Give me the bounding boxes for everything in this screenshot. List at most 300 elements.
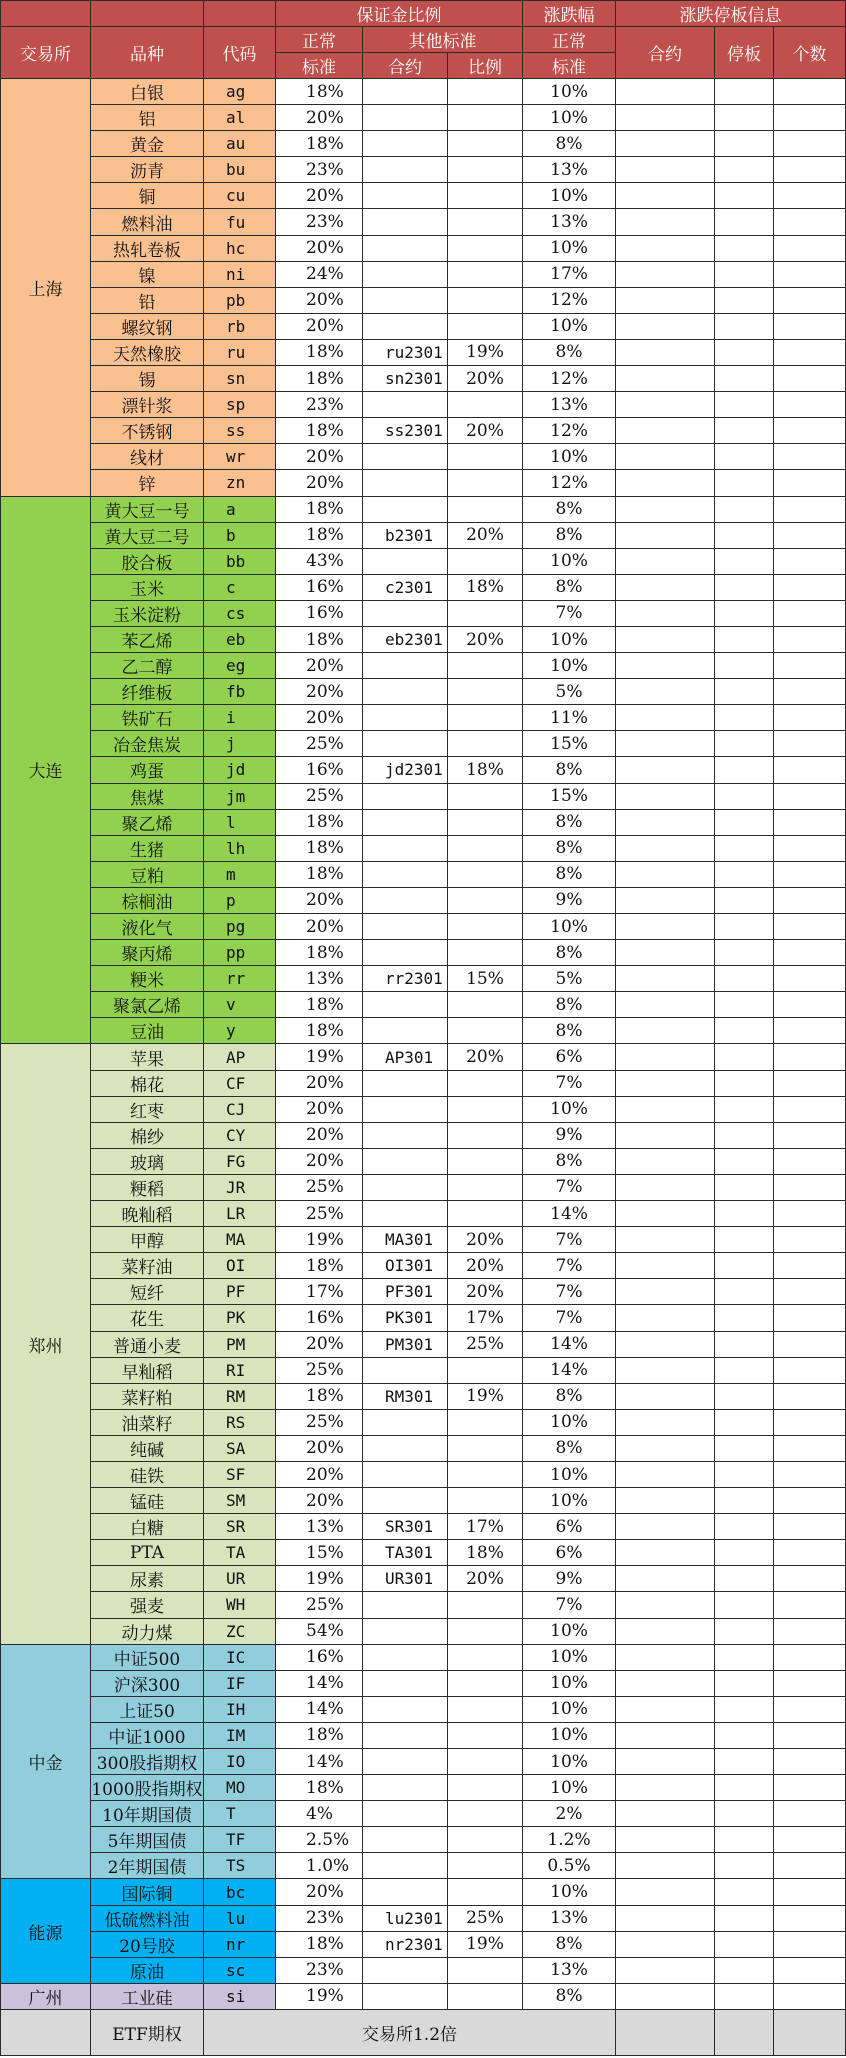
stop-board-cell [715,1174,774,1200]
exchange-cell: 广州 [1,1983,91,2009]
table-row [1,496,846,522]
stop-board-cell [715,339,774,365]
stop-board-cell [715,1383,774,1409]
code-cell: jd [204,757,276,783]
other-ratio-cell [448,79,523,105]
other-ratio-cell [448,1670,523,1696]
other-ratio-cell [448,1148,523,1174]
table-row [1,914,846,940]
table-row [1,809,846,835]
variety-cell: 线材 [91,444,204,470]
code-cell: ss [204,418,276,444]
variety-cell: 菜籽粕 [91,1383,204,1409]
table-row [1,992,846,1018]
limit-standard-cell: 12% [523,418,616,444]
code-cell: IM [204,1722,276,1748]
other-contract-cell: OI301 [363,1253,448,1279]
other-contract-cell [363,1983,448,2009]
stop-board-cell [715,887,774,913]
other-ratio-cell [448,1070,523,1096]
margin-standard-cell: 23% [276,392,363,418]
limit-contract-cell [616,600,715,626]
other-contract-cell: c2301 [363,574,448,600]
margin-standard-cell: 25% [276,1409,363,1435]
limit-standard-cell: 14% [523,1201,616,1227]
margin-standard-cell: 23% [276,1905,363,1931]
limit-contract-cell [616,1018,715,1044]
limit-standard-cell: 9% [523,887,616,913]
header-normal: 正常 [276,27,363,53]
other-contract-cell [363,313,448,339]
margin-standard-cell: 23% [276,1957,363,1983]
other-contract-cell [363,548,448,574]
code-cell: sc [204,1957,276,1983]
table-row [1,339,846,365]
other-contract-cell: TA301 [363,1540,448,1566]
limit-standard-cell: 13% [523,392,616,418]
limit-standard-cell: 10% [523,548,616,574]
other-contract-cell: SR301 [363,1514,448,1540]
table-row [1,1305,846,1331]
count-cell [774,1905,846,1931]
other-ratio-cell: 17% [448,1305,523,1331]
code-cell: SA [204,1435,276,1461]
limit-standard-cell: 15% [523,783,616,809]
table-row [1,287,846,313]
stop-board-cell [715,1148,774,1174]
limit-contract-cell [616,209,715,235]
other-ratio-cell [448,1461,523,1487]
count-cell [774,1435,846,1461]
other-ratio-cell [448,157,523,183]
limit-contract-cell [616,966,715,992]
margin-standard-cell: 18% [276,809,363,835]
other-ratio-cell [448,1775,523,1801]
stop-board-cell [715,1931,774,1957]
other-contract-cell [363,157,448,183]
other-contract-cell [363,183,448,209]
count-cell [774,1540,846,1566]
exchange-cell: 郑州 [1,1044,91,1644]
limit-contract-cell [616,574,715,600]
table-row [1,1566,846,1592]
limit-standard-cell: 7% [523,1227,616,1253]
limit-standard-cell: 8% [523,522,616,548]
table-row [1,757,846,783]
limit-standard-cell: 7% [523,1305,616,1331]
count-cell [774,1461,846,1487]
limit-standard-cell: 8% [523,757,616,783]
variety-cell: 动力煤 [91,1618,204,1644]
other-ratio-cell [448,679,523,705]
other-ratio-cell [448,313,523,339]
count-cell [774,418,846,444]
table-row [1,861,846,887]
header-exchange: 交易所 [1,27,91,79]
limit-contract-cell [616,1801,715,1827]
count-cell [774,1070,846,1096]
count-cell [774,1279,846,1305]
margin-standard-cell: 1.0% [276,1853,363,1879]
other-contract-cell [363,1201,448,1227]
code-cell: jm [204,783,276,809]
limit-contract-cell [616,1148,715,1174]
table-row [1,131,846,157]
count-cell [774,1931,846,1957]
stop-board-cell [715,1435,774,1461]
other-ratio-cell: 18% [448,574,523,600]
other-ratio-cell [448,1722,523,1748]
variety-cell: 豆粕 [91,861,204,887]
other-contract-cell [363,1148,448,1174]
other-ratio-cell: 20% [448,626,523,652]
table-row [1,1983,846,2009]
count-cell [774,940,846,966]
table-row [1,522,846,548]
variety-cell: 白糖 [91,1514,204,1540]
limit-standard-cell: 10% [523,626,616,652]
table-row [1,261,846,287]
limit-standard-cell: 6% [523,1044,616,1070]
other-ratio-cell: 20% [448,1227,523,1253]
variety-cell: 工业硅 [91,1983,204,2009]
other-contract-cell [363,1827,448,1853]
limit-standard-cell: 7% [523,600,616,626]
table-row [1,626,846,652]
code-cell: si [204,1983,276,2009]
variety-cell: 油菜籽 [91,1409,204,1435]
other-contract-cell: rr2301 [363,966,448,992]
count-cell [774,1122,846,1148]
variety-cell: 上证50 [91,1696,204,1722]
limit-standard-cell: 7% [523,1592,616,1618]
margin-standard-cell: 18% [276,366,363,392]
margin-standard-cell: 24% [276,261,363,287]
header-code: 代码 [204,27,276,79]
margin-standard-cell: 18% [276,992,363,1018]
code-cell: RM [204,1383,276,1409]
margin-standard-cell: 20% [276,705,363,731]
margin-standard-cell: 20% [276,914,363,940]
other-contract-cell [363,1853,448,1879]
variety-cell: 铝 [91,105,204,131]
count-cell [774,157,846,183]
stop-board-cell [715,1305,774,1331]
variety-cell: 锌 [91,470,204,496]
stop-board-cell [715,1279,774,1305]
limit-standard-cell: 8% [523,496,616,522]
variety-cell: 不锈钢 [91,418,204,444]
margin-standard-cell: 16% [276,1644,363,1670]
exchange-cell: 上海 [1,79,91,497]
count-cell [774,366,846,392]
margin-standard-cell: 18% [276,835,363,861]
limit-standard-cell: 10% [523,1409,616,1435]
header-contract: 合约 [363,53,448,79]
stop-board-cell [715,1331,774,1357]
table-row [1,1644,846,1670]
count-cell [774,522,846,548]
other-ratio-cell [448,1096,523,1122]
stop-board-cell [715,1618,774,1644]
table-row [1,1618,846,1644]
margin-standard-cell: 20% [276,1331,363,1357]
table-row [1,1670,846,1696]
margin-standard-cell: 20% [276,183,363,209]
margin-standard-cell: 19% [276,1227,363,1253]
table-row [1,1931,846,1957]
other-ratio-cell [448,1879,523,1905]
other-ratio-cell [448,653,523,679]
limit-contract-cell [616,1644,715,1670]
limit-contract-cell [616,1488,715,1514]
stop-board-cell [715,1905,774,1931]
code-cell: v [204,992,276,1018]
variety-cell: 玻璃 [91,1148,204,1174]
other-contract-cell [363,679,448,705]
other-contract-cell: PF301 [363,1279,448,1305]
other-ratio-cell [448,705,523,731]
header-blank [91,1,204,27]
other-contract-cell [363,1461,448,1487]
variety-cell: 国际铜 [91,1879,204,1905]
limit-contract-cell [616,261,715,287]
other-contract-cell [363,1174,448,1200]
variety-cell: 锡 [91,366,204,392]
stop-board-cell [715,914,774,940]
limit-contract-cell [616,496,715,522]
stop-board-cell [715,1096,774,1122]
other-ratio-cell: 19% [448,339,523,365]
limit-standard-cell: 11% [523,705,616,731]
code-cell: eb [204,626,276,652]
count-cell [774,1749,846,1775]
variety-cell: 天然橡胶 [91,339,204,365]
variety-cell: 沥青 [91,157,204,183]
variety-cell: 漂针浆 [91,392,204,418]
code-cell: RS [204,1409,276,1435]
other-contract-cell: nr2301 [363,1931,448,1957]
count-cell [774,1566,846,1592]
limit-standard-cell: 13% [523,209,616,235]
limit-standard-cell: 14% [523,1357,616,1383]
limit-standard-cell: 10% [523,79,616,105]
other-ratio-cell: 20% [448,1253,523,1279]
other-ratio-cell [448,287,523,313]
variety-cell: 玉米淀粉 [91,600,204,626]
count-cell [774,1096,846,1122]
stop-board-cell [715,1879,774,1905]
variety-cell: 晚籼稻 [91,1201,204,1227]
count-cell [774,887,846,913]
other-ratio-cell [448,1827,523,1853]
table-row [1,157,846,183]
limit-standard-cell: 8% [523,1983,616,2009]
limit-contract-cell [616,992,715,1018]
variety-cell: 粳稻 [91,1174,204,1200]
variety-cell: 白银 [91,79,204,105]
other-ratio-cell [448,1618,523,1644]
variety-cell: 短纤 [91,1279,204,1305]
margin-standard-cell: 14% [276,1749,363,1775]
other-contract-cell [363,705,448,731]
header-standard: 标准 [523,53,616,79]
limit-standard-cell: 6% [523,1540,616,1566]
stop-board-cell [715,392,774,418]
other-contract-cell: b2301 [363,522,448,548]
count-cell [774,574,846,600]
table-row [1,835,846,861]
other-ratio-cell: 20% [448,1279,523,1305]
variety-cell: 乙二醇 [91,653,204,679]
code-cell: cs [204,600,276,626]
count-cell [774,183,846,209]
stop-board-cell [715,1201,774,1227]
other-contract-cell [363,1879,448,1905]
stop-board-cell [715,966,774,992]
code-cell: b [204,522,276,548]
limit-contract-cell [616,887,715,913]
code-cell: rr [204,966,276,992]
other-ratio-cell [448,1644,523,1670]
stop-board-cell [715,757,774,783]
other-contract-cell: ru2301 [363,339,448,365]
code-cell: CF [204,1070,276,1096]
limit-contract-cell [616,1435,715,1461]
table-row [1,1775,846,1801]
variety-cell: 黄金 [91,131,204,157]
stop-board-cell [715,496,774,522]
variety-cell: 液化气 [91,914,204,940]
limit-contract-cell [616,1905,715,1931]
code-cell: LR [204,1201,276,1227]
margin-standard-cell: 20% [276,1488,363,1514]
variety-cell: 苹果 [91,1044,204,1070]
count-cell [774,1644,846,1670]
variety-cell: 20号胶 [91,1931,204,1957]
table-row [1,418,846,444]
stop-board-cell [715,1983,774,2009]
code-cell: MO [204,1775,276,1801]
table-row [1,653,846,679]
code-cell: y [204,1018,276,1044]
margin-standard-cell: 14% [276,1670,363,1696]
count-cell [774,339,846,365]
limit-standard-cell: 10% [523,1461,616,1487]
stop-board-cell [715,1853,774,1879]
table-row [1,1122,846,1148]
table-row [1,600,846,626]
other-contract-cell [363,783,448,809]
other-contract-cell [363,1409,448,1435]
variety-cell: 冶金焦炭 [91,731,204,757]
code-cell: nr [204,1931,276,1957]
limit-contract-cell [616,392,715,418]
margin-standard-cell: 20% [276,1435,363,1461]
other-ratio-cell [448,548,523,574]
other-ratio-cell [448,1409,523,1435]
margin-standard-cell: 18% [276,626,363,652]
stop-board-cell [715,1070,774,1096]
limit-standard-cell: 0.5% [523,1853,616,1879]
other-contract-cell [363,1070,448,1096]
header-count: 个数 [774,27,846,79]
variety-cell: 生猪 [91,835,204,861]
margin-standard-cell: 23% [276,209,363,235]
count-cell [774,1409,846,1435]
variety-cell: 硅铁 [91,1461,204,1487]
other-contract-cell [363,940,448,966]
stop-board-cell [715,548,774,574]
limit-contract-cell [616,1279,715,1305]
margin-standard-cell: 23% [276,157,363,183]
other-contract-cell [363,914,448,940]
header-other-standard: 其他标准 [363,27,523,53]
stop-board-cell [715,1775,774,1801]
limit-standard-cell: 8% [523,1383,616,1409]
stop-board-cell [715,287,774,313]
limit-contract-cell [616,470,715,496]
limit-standard-cell: 13% [523,1905,616,1931]
other-contract-cell [363,105,448,131]
limit-contract-cell [616,861,715,887]
code-cell: rb [204,313,276,339]
code-cell: RI [204,1357,276,1383]
stop-board-cell [715,366,774,392]
header-variety: 品种 [91,27,204,79]
etf-note-cell: 交易所1.2倍 [204,2009,616,2055]
limit-contract-cell [616,1983,715,2009]
variety-cell: 300股指期权 [91,1749,204,1775]
count-cell [774,1253,846,1279]
limit-contract-cell [616,79,715,105]
other-ratio-cell: 20% [448,366,523,392]
limit-contract-cell [616,548,715,574]
table-row [1,313,846,339]
limit-contract-cell [616,1540,715,1566]
table-row [1,1435,846,1461]
table-row [1,1018,846,1044]
other-contract-cell: ss2301 [363,418,448,444]
other-ratio-cell: 20% [448,1044,523,1070]
code-cell: WH [204,1592,276,1618]
count-cell [774,313,846,339]
stop-board-cell [715,1540,774,1566]
limit-contract-cell [616,940,715,966]
margin-standard-cell: 4% [276,1801,363,1827]
count-cell [774,1044,846,1070]
table-row [1,1044,846,1070]
table-row [1,1879,846,1905]
table-row [1,183,846,209]
limit-contract-cell [616,1957,715,1983]
limit-standard-cell: 8% [523,809,616,835]
margin-standard-cell: 54% [276,1618,363,1644]
stop-board-cell [715,1409,774,1435]
count-cell [774,783,846,809]
limit-standard-cell: 7% [523,1253,616,1279]
count-cell [774,548,846,574]
code-cell: hc [204,235,276,261]
header-normal: 正常 [523,27,616,53]
limit-contract-cell [616,1383,715,1409]
other-contract-cell [363,653,448,679]
table-row [1,679,846,705]
stop-board-cell [715,105,774,131]
other-ratio-cell [448,940,523,966]
variety-cell: 热轧卷板 [91,235,204,261]
margin-standard-cell: 25% [276,1201,363,1227]
